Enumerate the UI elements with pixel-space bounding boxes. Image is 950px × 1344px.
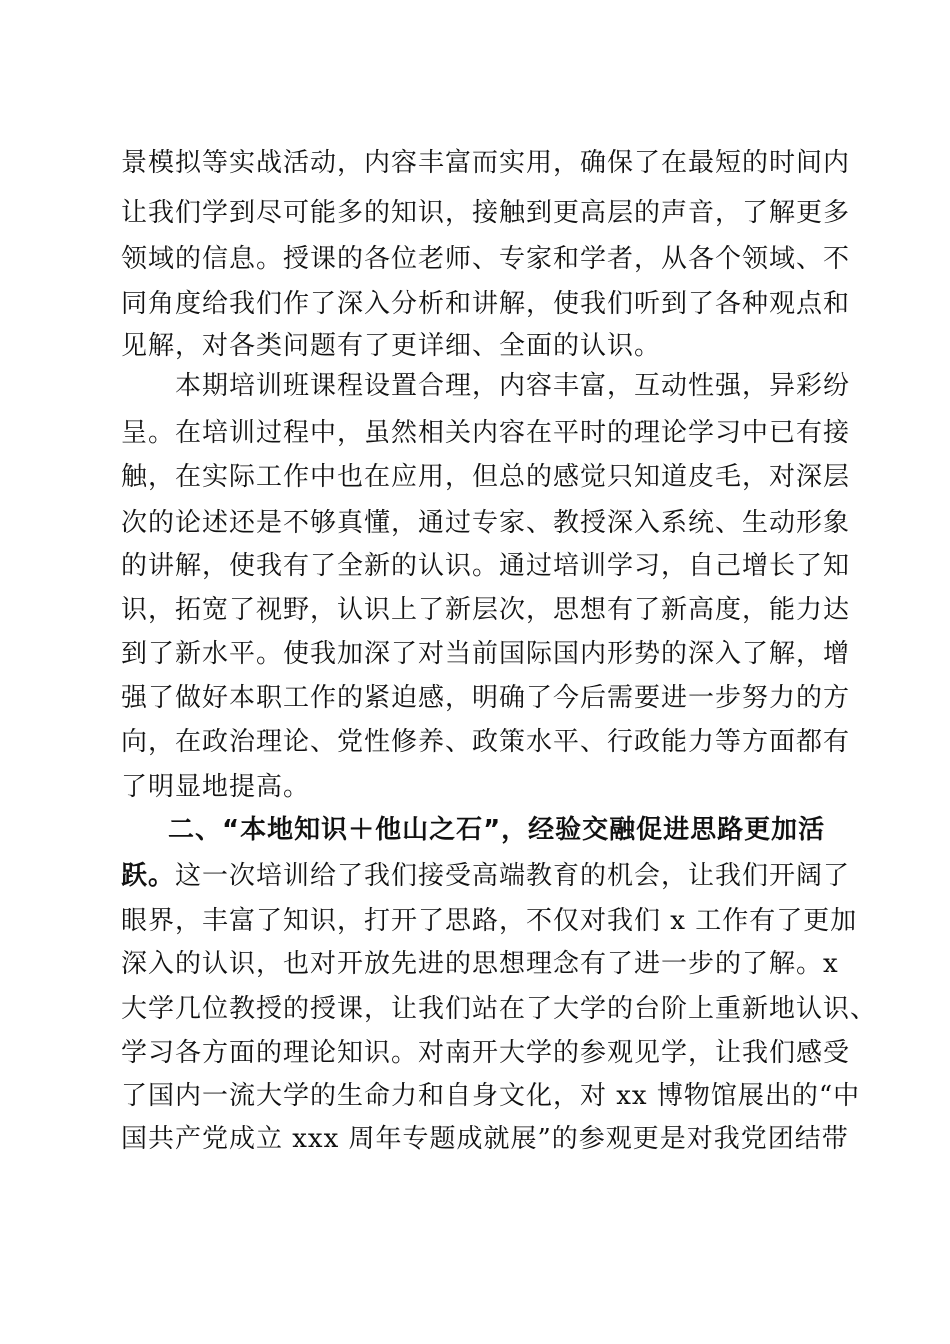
text-line-remainder: 这一次培训给了我们接受高端教育的机会，让我们开阔了 [175, 861, 851, 891]
text-line: 眼界，丰富了知识，打开了思路，不仅对我们 x 工作有了更加 [121, 906, 858, 936]
text-line: 景模拟等实战活动，内容丰富而实用，确保了在最短的时间内 [121, 148, 851, 178]
text-line: 本期培训班课程设置合理，内容丰富，互动性强，异彩纷 [175, 371, 851, 401]
text-line: 同角度给我们作了深入分析和讲解，使我们听到了各种观点和 [121, 289, 851, 319]
text-line: 国共产党成立 xxx 周年专题成就展”的参观更是对我党团结带 [121, 1124, 849, 1154]
text-line: 了明显地提高。 [121, 772, 311, 802]
text-line: 领域的信息。授课的各位老师、专家和学者，从各个领域、不 [121, 244, 851, 274]
section-heading-text: 二、“本地知识＋他山之石”，经验交融促进思路更加活 [168, 815, 826, 845]
text-line: 了国内一流大学的生命力和自身文化，对 xx 博物馆展出的“中 [121, 1081, 861, 1111]
section-heading-tail: 跃。 [121, 861, 176, 891]
text-line: 的讲解，使我有了全新的认识。通过培训学习，自己增长了知 [121, 551, 851, 581]
text-line: 让我们学到尽可能多的知识，接触到更高层的声音，了解更多 [121, 198, 851, 228]
text-line: 学习各方面的理论知识。对南开大学的参观见学，让我们感受 [121, 1038, 851, 1068]
text-line: 见解，对各类问题有了更详细、全面的认识。 [121, 331, 662, 361]
text-line [121, 858, 850, 894]
section-heading [168, 812, 825, 848]
text-line: 向，在政治理论、党性修养、政策水平、行政能力等方面都有 [121, 727, 851, 757]
text-line: 呈。在培训过程中，虽然相关内容在平时的理论学习中已有接 [121, 418, 851, 448]
text-line: 识，拓宽了视野，认识上了新层次，思想有了新高度，能力达 [121, 595, 851, 625]
text-line: 触，在实际工作中也在应用，但总的感觉只知道皮毛，对深层 [121, 462, 851, 492]
text-line: 大学几位教授的授课，让我们站在了大学的台阶上重新地认识、 [121, 994, 878, 1024]
text-line: 强了做好本职工作的紧迫感，明确了今后需要进一步努力的方 [121, 683, 851, 713]
text-line: 到了新水平。使我加深了对当前国际国内形势的深入了解，增 [121, 639, 851, 669]
text-line: 次的论述还是不够真懂，通过专家、教授深入系统、生动形象 [121, 508, 851, 538]
text-line: 深入的认识，也对开放先进的思想理念有了进一步的了解。x [121, 949, 839, 979]
